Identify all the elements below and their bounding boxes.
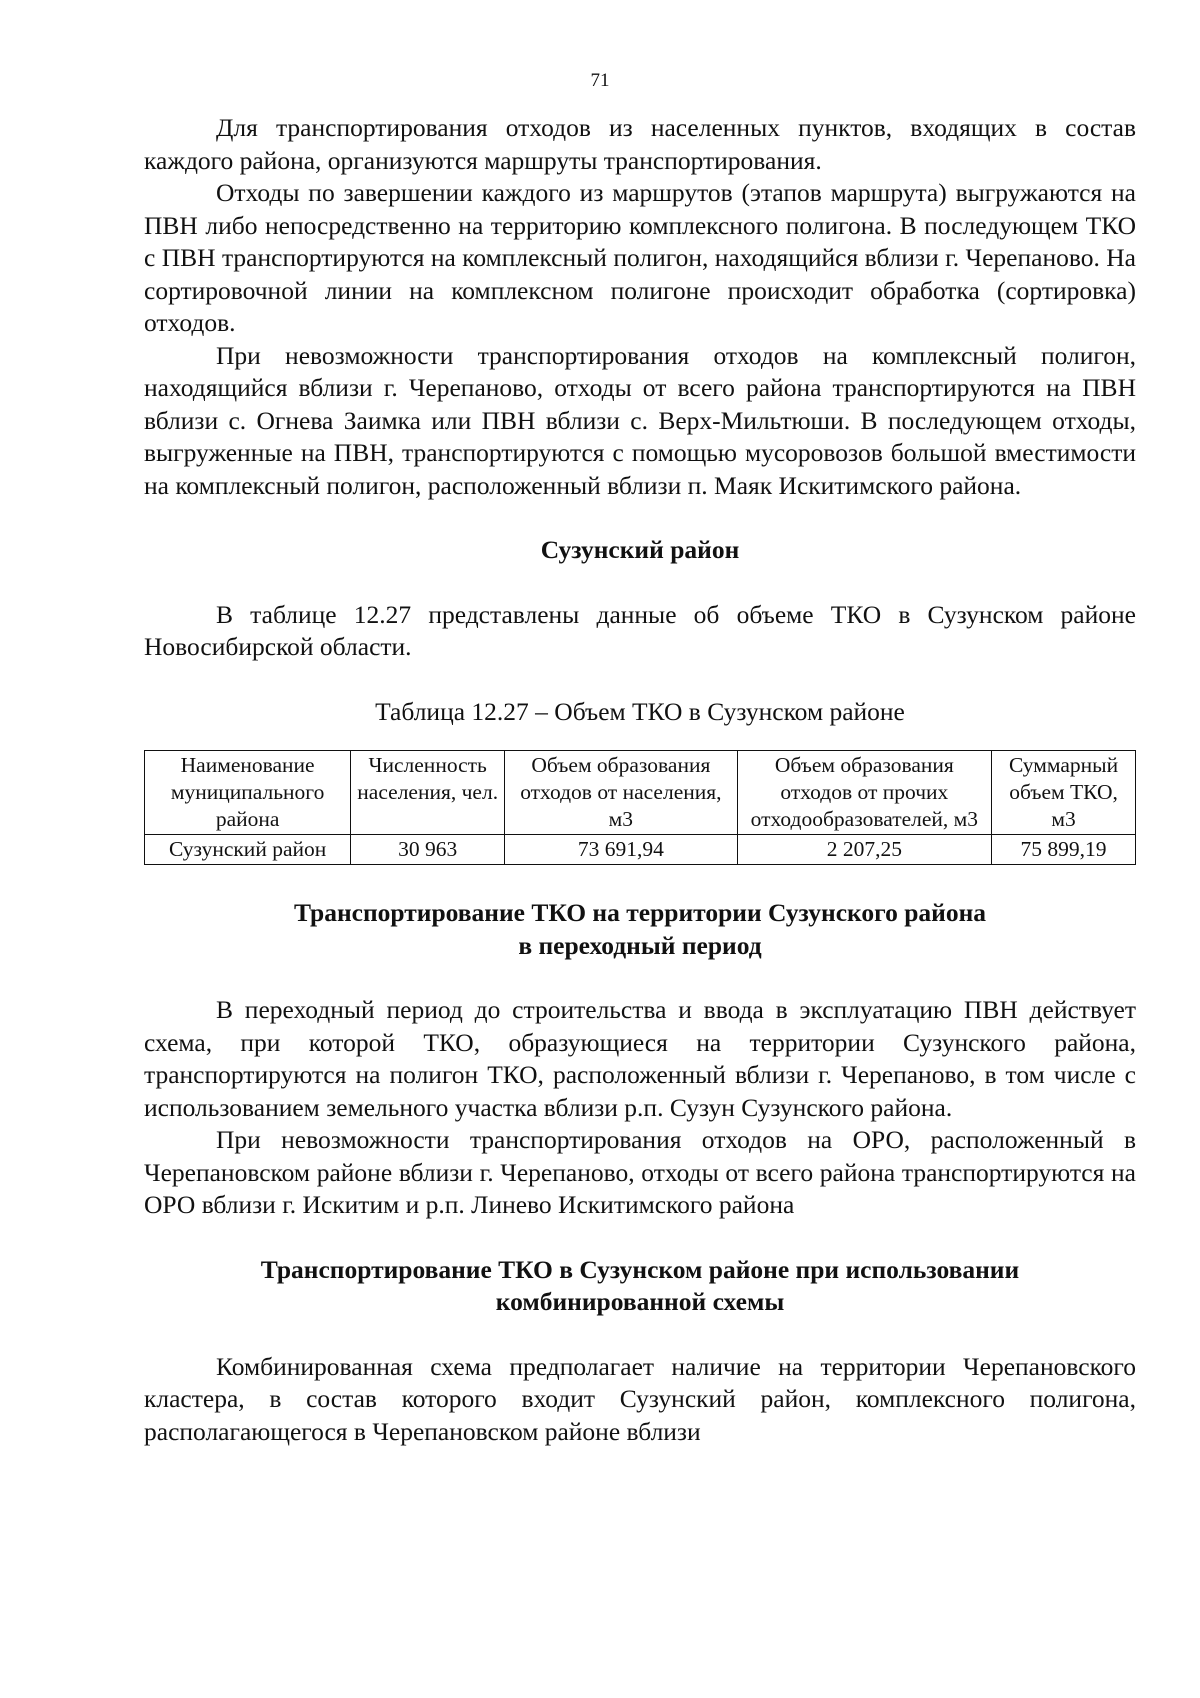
header-population-waste: Объем образования отходов от населения, м3 — [505, 751, 737, 835]
header-total-waste: Суммарный объем ТКО, м3 — [992, 751, 1136, 835]
header-district-name: Наименование муниципального района — [145, 751, 351, 835]
paragraph-routes: Для транспортирования отходов из населенных пунктов, входящих в состав каждого района, организуются маршруты транспортирования. — [144, 113, 1136, 175]
section-heading-transition — [144, 897, 1136, 962]
paragraph-transition-scheme: В переходный период до строительства и ввода в эксплуатацию ПВН действует схема, при которой ТКО, образующиеся на территории Сузунского района, транспортируются на полигон ТКО, расположенный вблизи г. Черепаново, в том числе с использованием земельного участка вблизи р.п. Сузун Сузунского района. — [144, 995, 1136, 1122]
cell-other-waste: 2 207,25 — [737, 835, 992, 865]
table-caption: Таблица 12.27 – Объем ТКО в Сузунском районе — [375, 696, 905, 726]
paragraph-transition-alternative: При невозможности транспортирования отходов на ОРО, расположенный в Черепановском районе вблизи г. Черепаново, отходы от всего района транспортируются на ОРО вблизи г. Искитим и р.п. Линево Искитимского района — [144, 1125, 1136, 1219]
cell-district-name: Сузунский район — [145, 835, 351, 865]
section-heading-combined — [144, 1254, 1136, 1319]
paragraph-unloading: Отходы по завершении каждого из маршрутов (этапов маршрута) выгружаются на ПВН либо непосредственно на территорию комплексного полигона. В последующем ТКО с ПВН транспортируются на комплексный полигон, находящийся вблизи г. Черепаново. На сортировочной линии на комплексном полигоне происходит обработка (сортировка) отходов. — [144, 178, 1136, 337]
page-number: 71 — [590, 70, 610, 91]
page-content — [144, 112, 1136, 1448]
header-population: Численность населения, чел. — [351, 751, 505, 835]
cell-population-waste: 73 691,94 — [505, 835, 737, 865]
cell-population: 30 963 — [351, 835, 505, 865]
table-row — [145, 835, 1136, 865]
section-heading-combined-line2: комбинированной схемы — [495, 1287, 785, 1316]
section-heading-suzunsky: Сузунский район — [540, 535, 740, 564]
cell-total-waste: 75 899,19 — [992, 835, 1136, 865]
paragraph-combined-scheme: Комбинированная схема предполагает наличие на территории Черепановского кластера, в состав которого входит Сузунский район, комплексного полигона, располагающегося в Черепановском районе вблизи — [144, 1351, 1136, 1446]
section-heading-combined-line1: Транспортирование ТКО в Сузунском районе при использовании — [260, 1254, 1020, 1284]
paragraph-alternative-transport: При невозможности транспортирования отходов на комплексный полигон, находящийся вблизи г. Черепаново, отходы от всего района транспортируются на ПВН вблизи с. Огнева Заимка или ПВН вблизи с. Верх-Мильтюши. В последующем отходы, выгруженные на ПВН, транспортируются с помощью мусоровозов большой вместимости на комплексный полигон, расположенный вблизи п. Маяк Искитимского района. — [144, 340, 1136, 500]
section-heading-transition-line2: в переходный период — [518, 930, 762, 960]
header-other-waste: Объем образования отходов от прочих отходообразователей, м3 — [737, 751, 992, 835]
table-header-row — [145, 751, 1136, 835]
paragraph-table-intro: В таблице 12.27 представлены данные об объеме ТКО в Сузунском районе Новосибирской области. — [144, 599, 1136, 661]
section-heading-transition-line1: Транспортирование ТКО на территории Сузунского района — [293, 898, 987, 927]
waste-volume-table — [144, 750, 1136, 865]
